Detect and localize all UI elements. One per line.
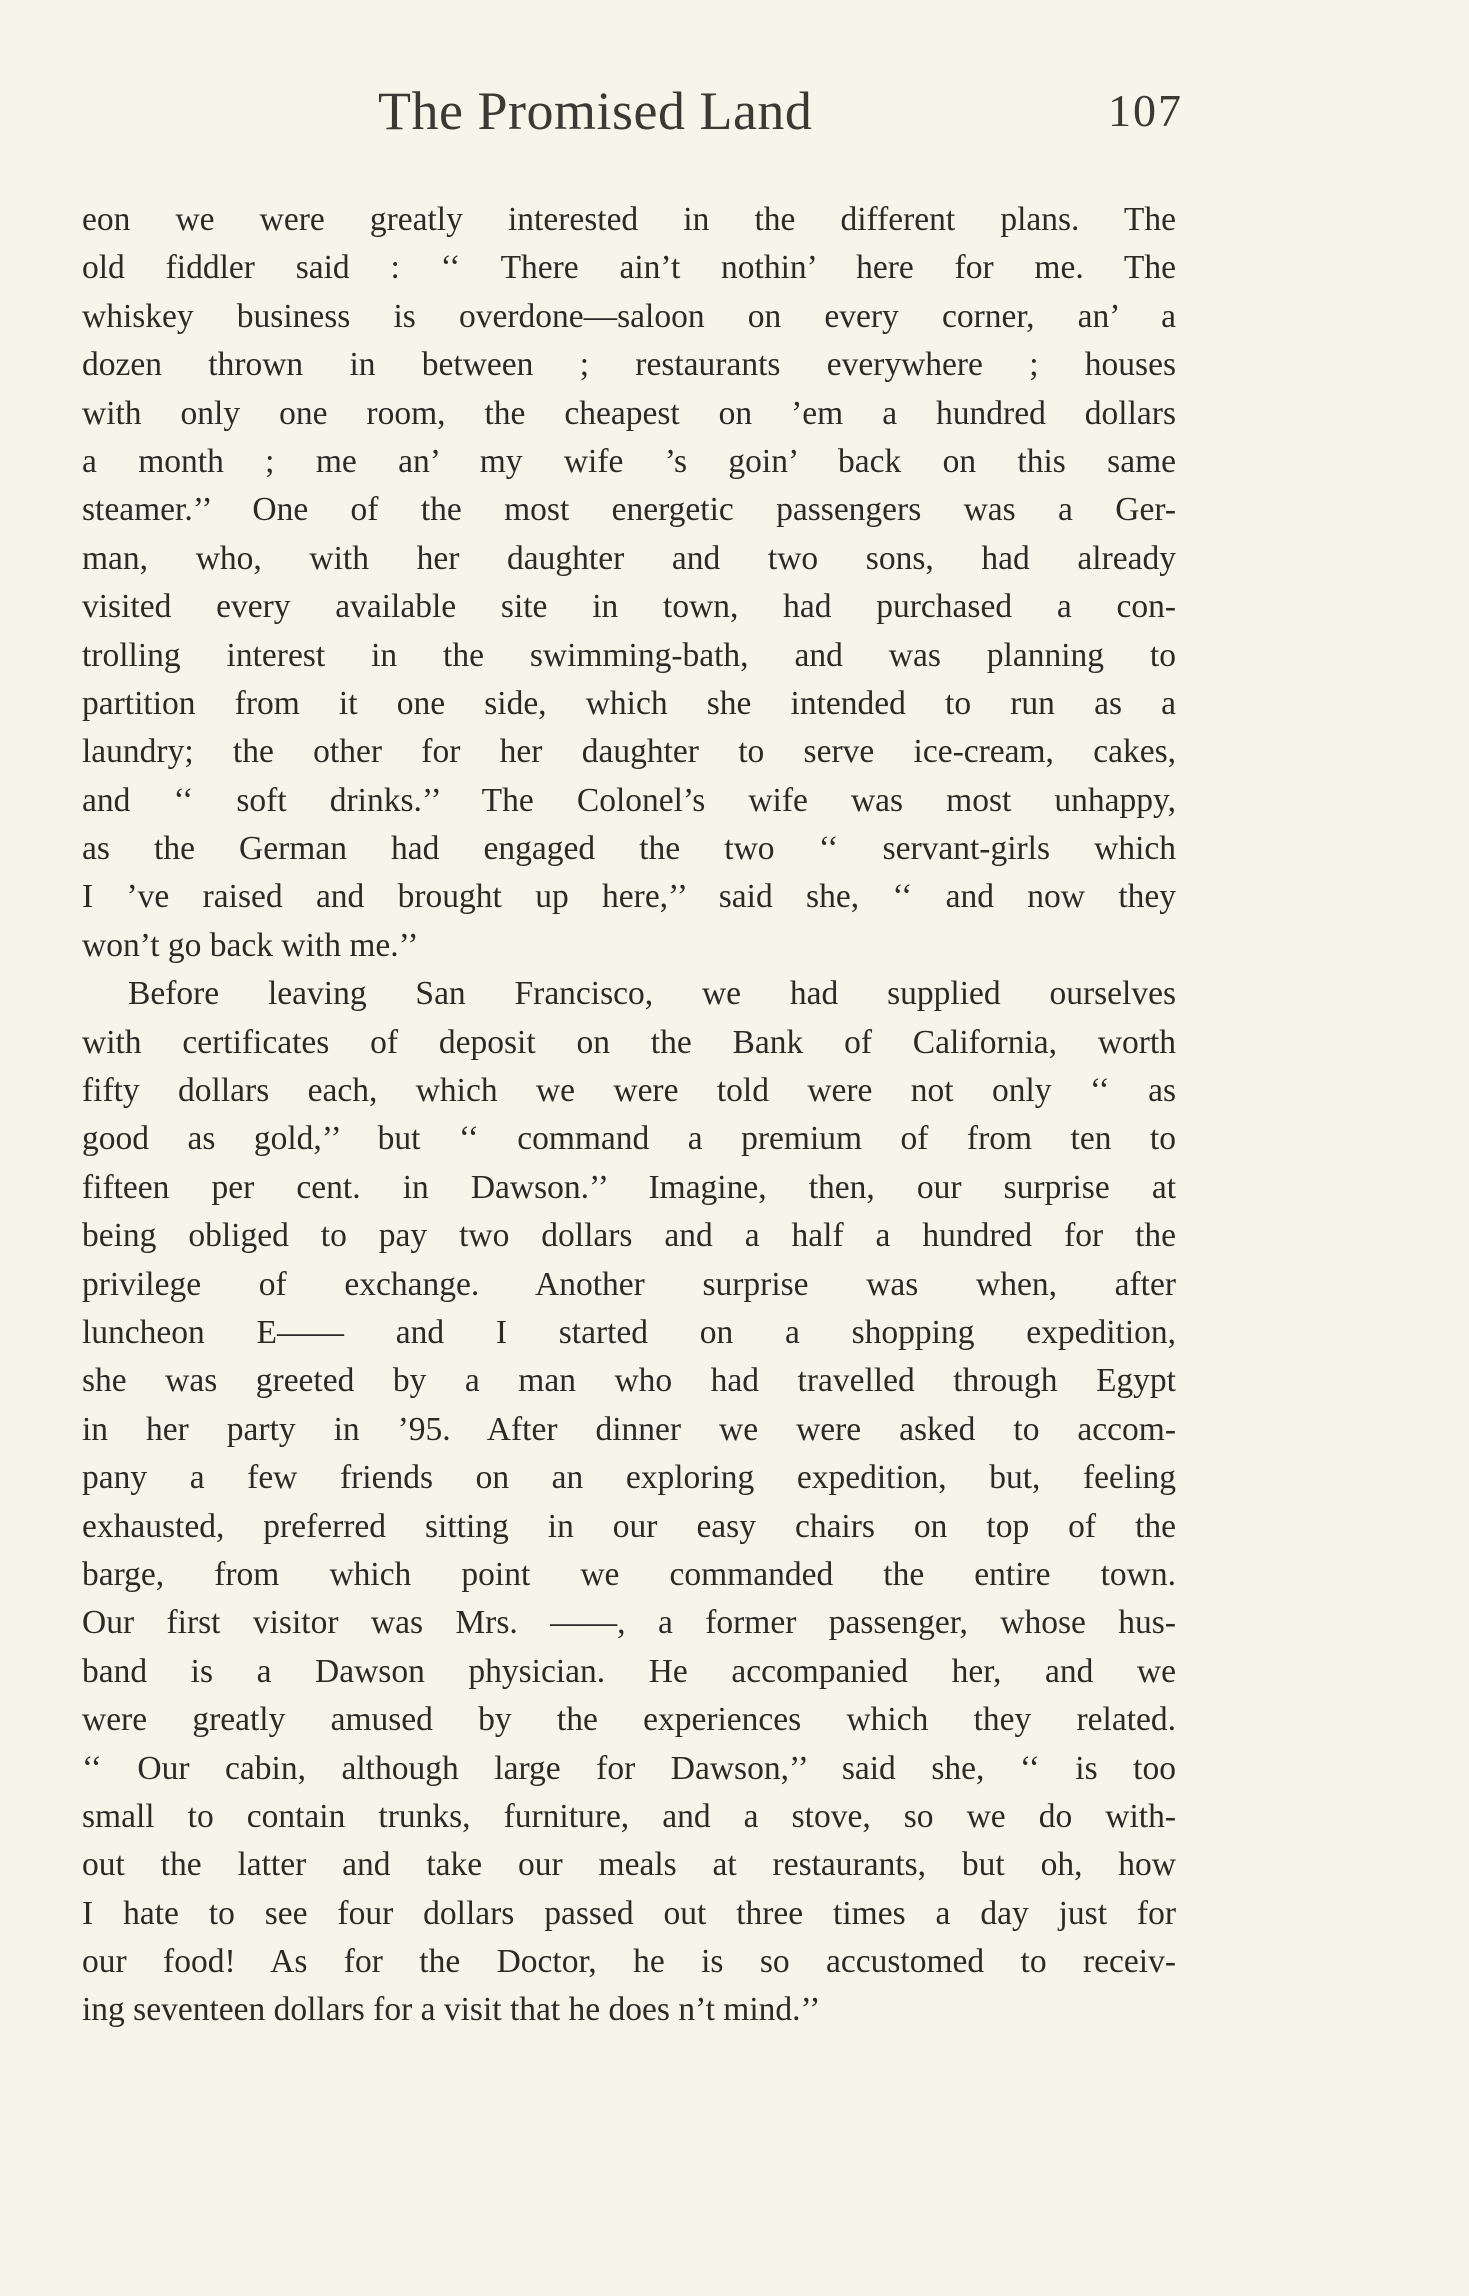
text-line: good as gold,’’ but ‘‘ command a premium of from ten to <box>82 1120 1176 1158</box>
text-line: Our first visitor was Mrs. ——, a former passenger, whose hus- <box>82 1604 1176 1642</box>
text-line: in her party in ’95. After dinner we were asked to accom- <box>82 1410 1176 1448</box>
text-line: won’t go back with me.’’ <box>82 926 419 964</box>
text-line: as the German had engaged the two ‘‘ servant-girls which <box>82 830 1176 868</box>
text-line: ‘‘ Our cabin, although large for Dawson,’’ said she, ‘‘ is too <box>82 1749 1176 1787</box>
text-line: with only one room, the cheapest on ’em a hundred dollars <box>82 394 1176 432</box>
text-line: she was greeted by a man who had travelled through Egypt <box>82 1362 1176 1400</box>
text-line: laundry; the other for her daughter to serve ice-cream, cakes, <box>82 733 1176 771</box>
text-line: a month ; me an’ my wife ’s goin’ back on this same <box>82 442 1176 480</box>
text-line: being obliged to pay two dollars and a half a hundred for the <box>82 1217 1176 1255</box>
text-line: partition from it one side, which she intended to run as a <box>82 684 1176 722</box>
text-line: Before leaving San Francisco, we had supplied ourselves <box>128 975 1176 1013</box>
text-line: ing seventeen dollars for a visit that he does n’t mind.’’ <box>82 1991 821 2029</box>
running-header <box>0 80 1469 150</box>
text-line: steamer.’’ One of the most energetic passengers was a Ger- <box>82 491 1176 529</box>
text-line: privilege of exchange. Another surprise was when, after <box>82 1265 1176 1303</box>
text-line: band is a Dawson physician. He accompanied her, and we <box>82 1652 1176 1690</box>
text-line: old fiddler said : ‘‘ There ain’t nothin’ here for me. The <box>82 249 1176 287</box>
text-line: visited every available site in town, had purchased a con- <box>82 588 1176 626</box>
text-line: man, who, with her daughter and two sons, had already <box>82 539 1176 577</box>
text-line: our food! As for the Doctor, he is so accustomed to receiv- <box>82 1943 1176 1981</box>
text-line: fifteen per cent. in Dawson.’’ Imagine, then, our surprise at <box>82 1168 1176 1206</box>
page-body-text <box>82 196 1176 2035</box>
text-line: pany a few friends on an exploring expedition, but, feeling <box>82 1459 1176 1497</box>
text-line: fifty dollars each, which we were told were not only ‘‘ as <box>82 1072 1176 1110</box>
text-line: were greatly amused by the experiences which they related. <box>82 1701 1176 1739</box>
text-line: exhausted, preferred sitting in our easy chairs on top of the <box>82 1507 1176 1545</box>
text-line: out the latter and take our meals at restaurants, but oh, how <box>82 1846 1176 1884</box>
text-line: eon we were greatly interested in the different plans. The <box>82 201 1176 238</box>
text-line: trolling interest in the swimming-bath, and was planning to <box>82 636 1176 674</box>
page-number: 107 <box>1108 85 1183 136</box>
text-line: whiskey business is overdone—saloon on every corner, an’ a <box>82 297 1176 335</box>
text-line: barge, from which point we commanded the entire town. <box>82 1555 1176 1593</box>
text-line: and ‘‘ soft drinks.’’ The Colonel’s wife was most unhappy, <box>82 781 1176 819</box>
text-line: with certificates of deposit on the Bank of California, worth <box>82 1023 1176 1061</box>
text-line: dozen thrown in between ; restaurants everywhere ; houses <box>82 346 1176 384</box>
running-title: The Promised Land <box>378 81 813 141</box>
text-line: I hate to see four dollars passed out three times a day just for <box>82 1894 1176 1932</box>
text-line: I ’ve raised and brought up here,’’ said she, ‘‘ and now they <box>82 878 1176 916</box>
text-line: small to contain trunks, furniture, and a stove, so we do with- <box>82 1797 1176 1835</box>
text-line: luncheon E—— and I started on a shopping expedition, <box>82 1313 1176 1351</box>
